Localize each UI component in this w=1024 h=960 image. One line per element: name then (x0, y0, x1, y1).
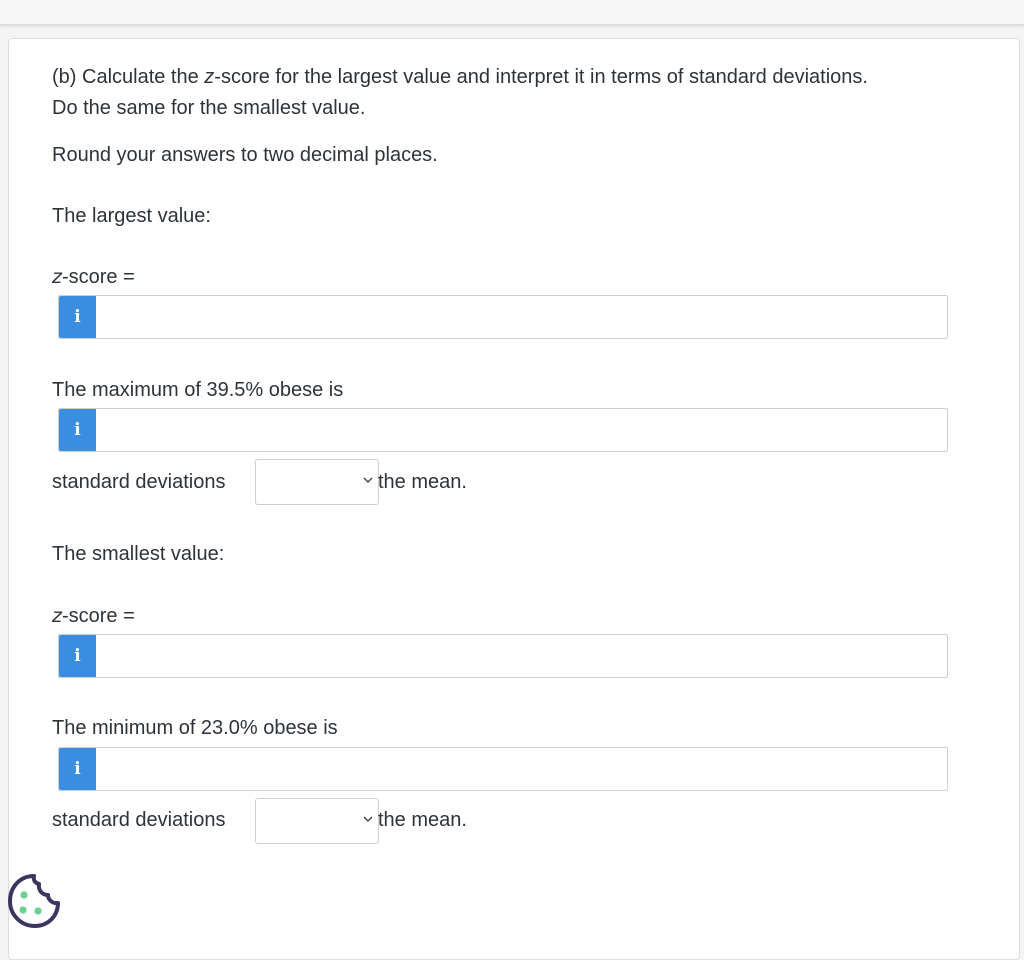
z-var: z (52, 266, 62, 288)
smallest-interpret-field (58, 747, 948, 791)
smallest-zscore-label (52, 604, 135, 628)
smallest-after-text: the mean. (378, 809, 467, 831)
smallest-heading: The smallest value: (52, 543, 225, 565)
chevron-down-icon (362, 474, 374, 486)
z-var: z (52, 605, 62, 627)
question-z-var: z (204, 66, 215, 88)
info-icon[interactable]: i (59, 748, 96, 790)
info-icon[interactable]: i (59, 296, 96, 338)
question-line-1 (52, 62, 868, 92)
question-text-pre: (b) Calculate the (52, 66, 205, 88)
info-icon[interactable]: i (59, 409, 96, 451)
round-instruction: Round your answers to two decimal places. (52, 144, 438, 166)
largest-interpret-text: The maximum of 39.5% obese is (52, 379, 344, 401)
largest-sd-text: standard deviations (52, 471, 226, 493)
largest-heading: The largest value: (52, 205, 211, 227)
smallest-direction-dropdown[interactable] (255, 798, 379, 844)
chevron-down-icon (362, 813, 374, 825)
cookie-icon[interactable] (4, 870, 60, 930)
zscore-label-rest: -score = (61, 605, 135, 627)
largest-zscore-field (58, 295, 948, 339)
top-bar (0, 0, 1024, 25)
largest-direction-dropdown[interactable] (255, 459, 379, 505)
question-line-2: Do the same for the smallest value. (52, 97, 366, 119)
smallest-zscore-input[interactable] (96, 635, 947, 677)
largest-zscore-input[interactable] (96, 296, 947, 338)
zscore-label-rest: -score = (61, 266, 135, 288)
smallest-sd-text: standard deviations (52, 809, 226, 831)
info-icon[interactable]: i (59, 635, 96, 677)
largest-zscore-label (52, 265, 135, 289)
largest-interpret-input[interactable] (96, 409, 947, 451)
largest-after-text: the mean. (378, 471, 467, 493)
largest-interpret-field (58, 408, 948, 452)
smallest-interpret-input[interactable] (96, 748, 947, 790)
smallest-interpret-text: The minimum of 23.0% obese is (52, 717, 338, 739)
question-text-post: -score for the largest value and interpret it in terms of standard deviations. (214, 66, 868, 88)
smallest-zscore-field (58, 634, 948, 678)
